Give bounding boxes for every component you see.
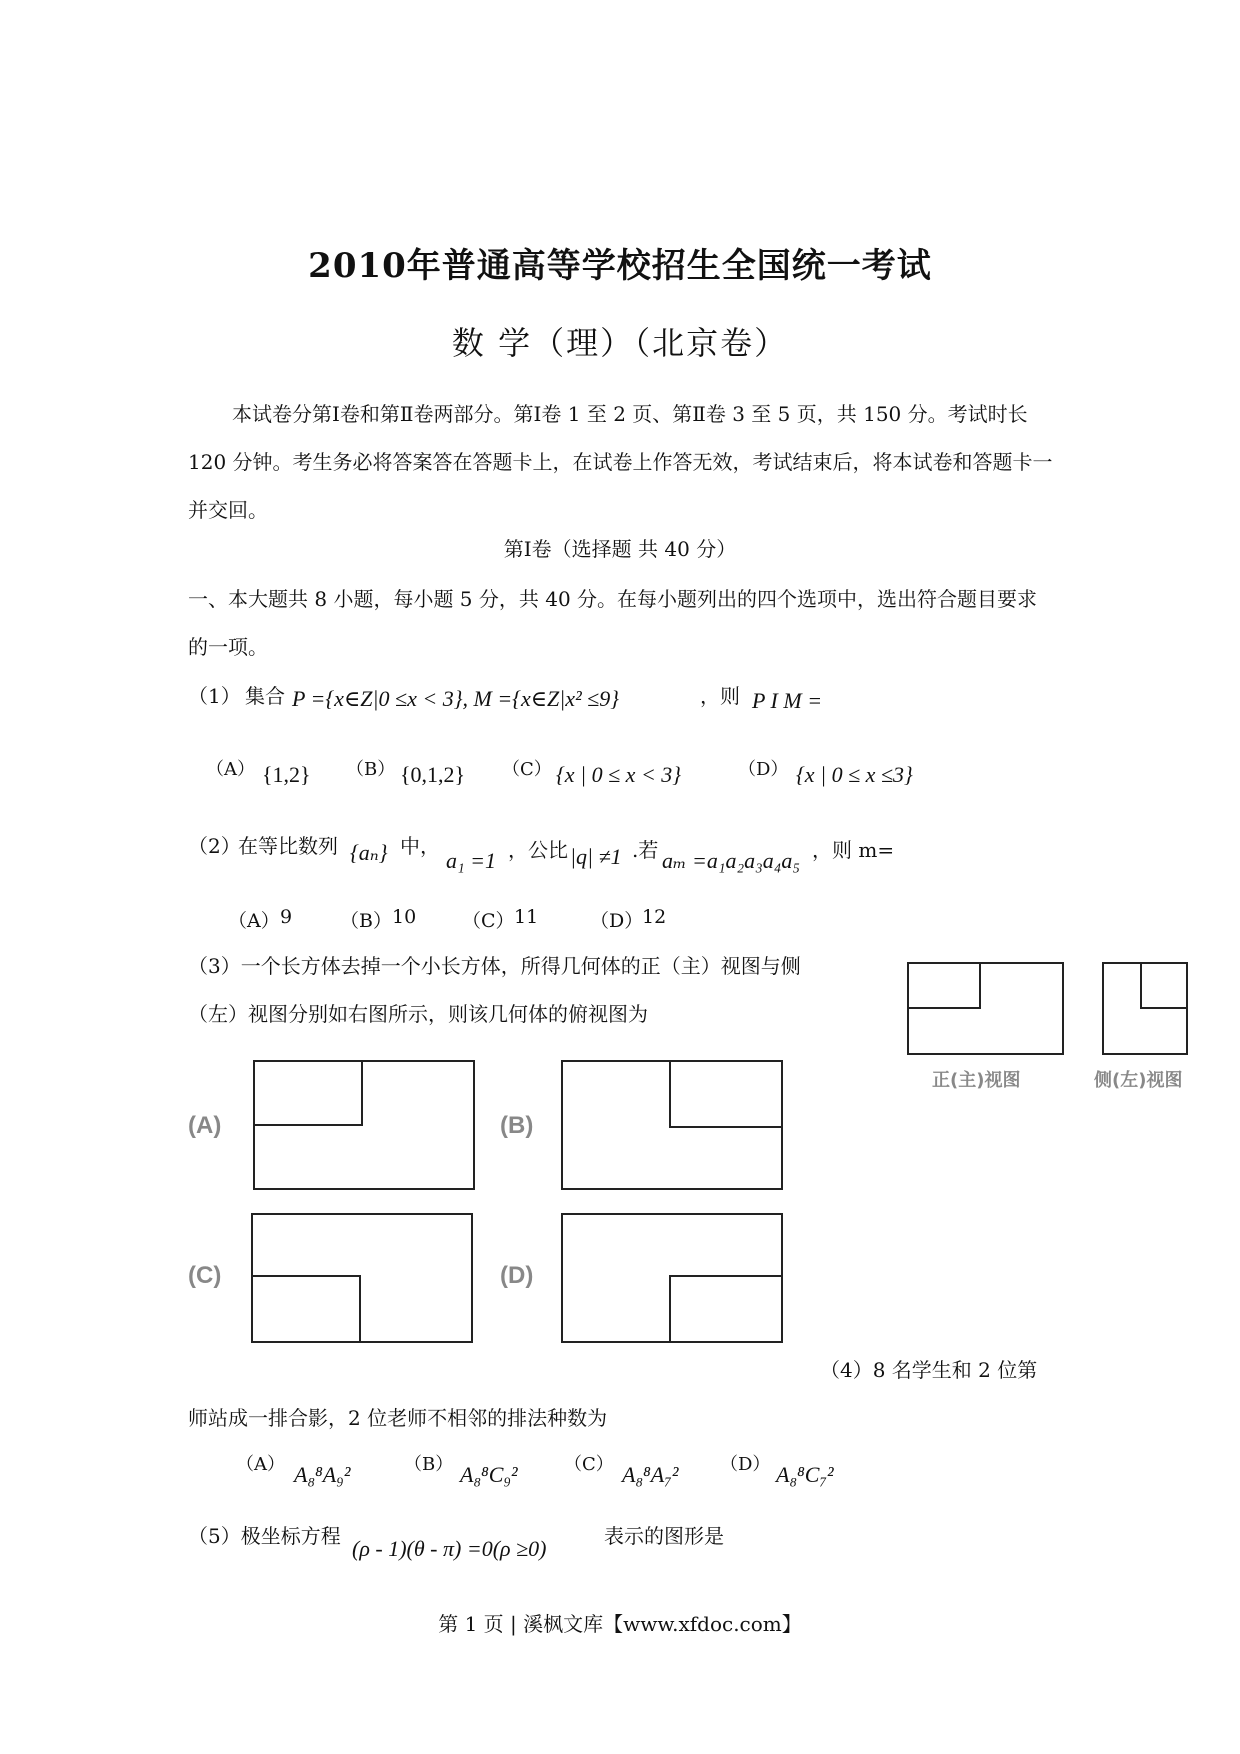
q4-option-d: A₈⁸C₇² xyxy=(776,1462,834,1487)
q3-option-a-label: (A) xyxy=(188,1112,222,1139)
q4-line1: （4）8 名学生和 2 位第 xyxy=(820,1358,1038,1382)
q2-a1: a₁ =1 xyxy=(446,848,496,873)
q1-then: ，则 xyxy=(700,684,740,708)
front-view-figure xyxy=(900,955,1070,1060)
q2-am: aₘ =a₁a₂a₃a₄a₅ xyxy=(662,848,801,873)
q1-option-a-label: （A） xyxy=(206,759,255,780)
q2-option-a: 9 xyxy=(280,906,293,928)
q2-option-d: 12 xyxy=(642,906,667,928)
q1-tail: P I M = xyxy=(752,688,823,713)
q4-option-b: A₈⁸C₉² xyxy=(460,1462,518,1487)
q2-option-b: 10 xyxy=(392,906,417,928)
q3-option-d-figure xyxy=(556,1208,791,1348)
q3-line2: （左）视图分别如右图所示，则该几何体的俯视图为 xyxy=(188,1002,648,1026)
q3-option-c-label: (C) xyxy=(188,1262,222,1289)
exam-subtitle: 数 学（理）（北京卷） xyxy=(451,324,789,362)
q1-option-b: {0,1,2} xyxy=(400,762,466,787)
q3-line1: （3）一个长方体去掉一个小长方体，所得几何体的正（主）视图与侧 xyxy=(188,954,801,978)
q2-ratio: |q| ≠1 xyxy=(570,844,622,869)
q1-number: （1） xyxy=(188,684,241,708)
q3-option-a-figure xyxy=(248,1055,483,1195)
section-title: 第Ⅰ卷（选择题 共 40 分） xyxy=(503,537,737,561)
q2-tail: ，则 m= xyxy=(812,838,895,862)
intro-paragraph: 本试卷分第Ⅰ卷和第Ⅱ卷两部分。第Ⅰ卷 1 至 2 页、第Ⅱ卷 3 至 5 页，共 150 分。考试时长 120 分钟。考生务必将答案答在答题卡上，在试卷上作答无效，考试结束后，将本试卷和答题卡一并交回。 xyxy=(188,402,1053,522)
page-footer: 第 1 页 | 溪枫文库【www.xfdoc.com】 xyxy=(438,1612,802,1636)
side-view-caption: 侧(左)视图 xyxy=(1094,1070,1183,1091)
q2-mid3: .若 xyxy=(632,838,659,862)
q2-number: （2） xyxy=(188,834,241,858)
q2-sequence: {aₙ} xyxy=(350,840,388,865)
q2-option-c: 11 xyxy=(514,906,539,928)
q2-option-b-label: （B） xyxy=(340,910,392,932)
q1-option-a: {1,2} xyxy=(262,762,311,787)
q1-formula: P ={x∈Z|0 ≤x < 3}, M ={x∈Z|x² ≤9} xyxy=(292,686,620,711)
q3-option-d-label: (D) xyxy=(500,1262,534,1289)
q2-mid1: 中， xyxy=(400,834,440,858)
q1-option-d-label: （D） xyxy=(738,759,789,780)
q5-formula: (ρ - 1)(θ - π) =0(ρ ≥0) xyxy=(352,1536,547,1561)
q4-option-c-label: （C） xyxy=(564,1454,614,1475)
q1-option-c-label: （C） xyxy=(502,759,552,780)
q4-option-c: A₈⁸A₇² xyxy=(622,1462,679,1487)
exam-title: 2010年普通高等学校招生全国统一考试 xyxy=(308,246,932,286)
q5-tail: 表示的图形是 xyxy=(604,1524,724,1548)
q2-mid2: ，公比 xyxy=(508,838,568,862)
q4-line2: 师站成一排合影，2 位老师不相邻的排法种数为 xyxy=(188,1406,608,1430)
q1-option-d: {x | 0 ≤ x ≤3} xyxy=(796,762,913,787)
q4-option-b-label: （B） xyxy=(404,1454,454,1475)
q2-lead: 在等比数列 xyxy=(238,834,338,858)
q1-option-b-label: （B） xyxy=(346,759,396,780)
q3-option-c-figure xyxy=(246,1208,481,1348)
q2-option-a-label: （A） xyxy=(228,910,280,932)
q4-option-a: A₈⁸A₉² xyxy=(294,1462,351,1487)
q3-option-b-figure xyxy=(556,1055,791,1195)
q3-option-b-label: (B) xyxy=(500,1112,534,1139)
front-view-caption: 正(主)视图 xyxy=(932,1070,1021,1091)
q1-lead: 集合 xyxy=(245,684,285,708)
q2-option-d-label: （D） xyxy=(590,910,644,932)
q1-option-c: {x | 0 ≤ x < 3} xyxy=(556,762,682,787)
q5-lead: （5）极坐标方程 xyxy=(188,1524,341,1548)
q2-option-c-label: （C） xyxy=(462,910,515,932)
section-instruction: 一、本大题共 8 小题，每小题 5 分，共 40 分。在每小题列出的四个选项中，选出符合题目要求的一项。 xyxy=(188,587,1038,659)
side-view-figure xyxy=(1095,955,1195,1060)
q4-option-a-label: （A） xyxy=(236,1454,285,1475)
q4-option-d-label: （D） xyxy=(720,1454,771,1475)
